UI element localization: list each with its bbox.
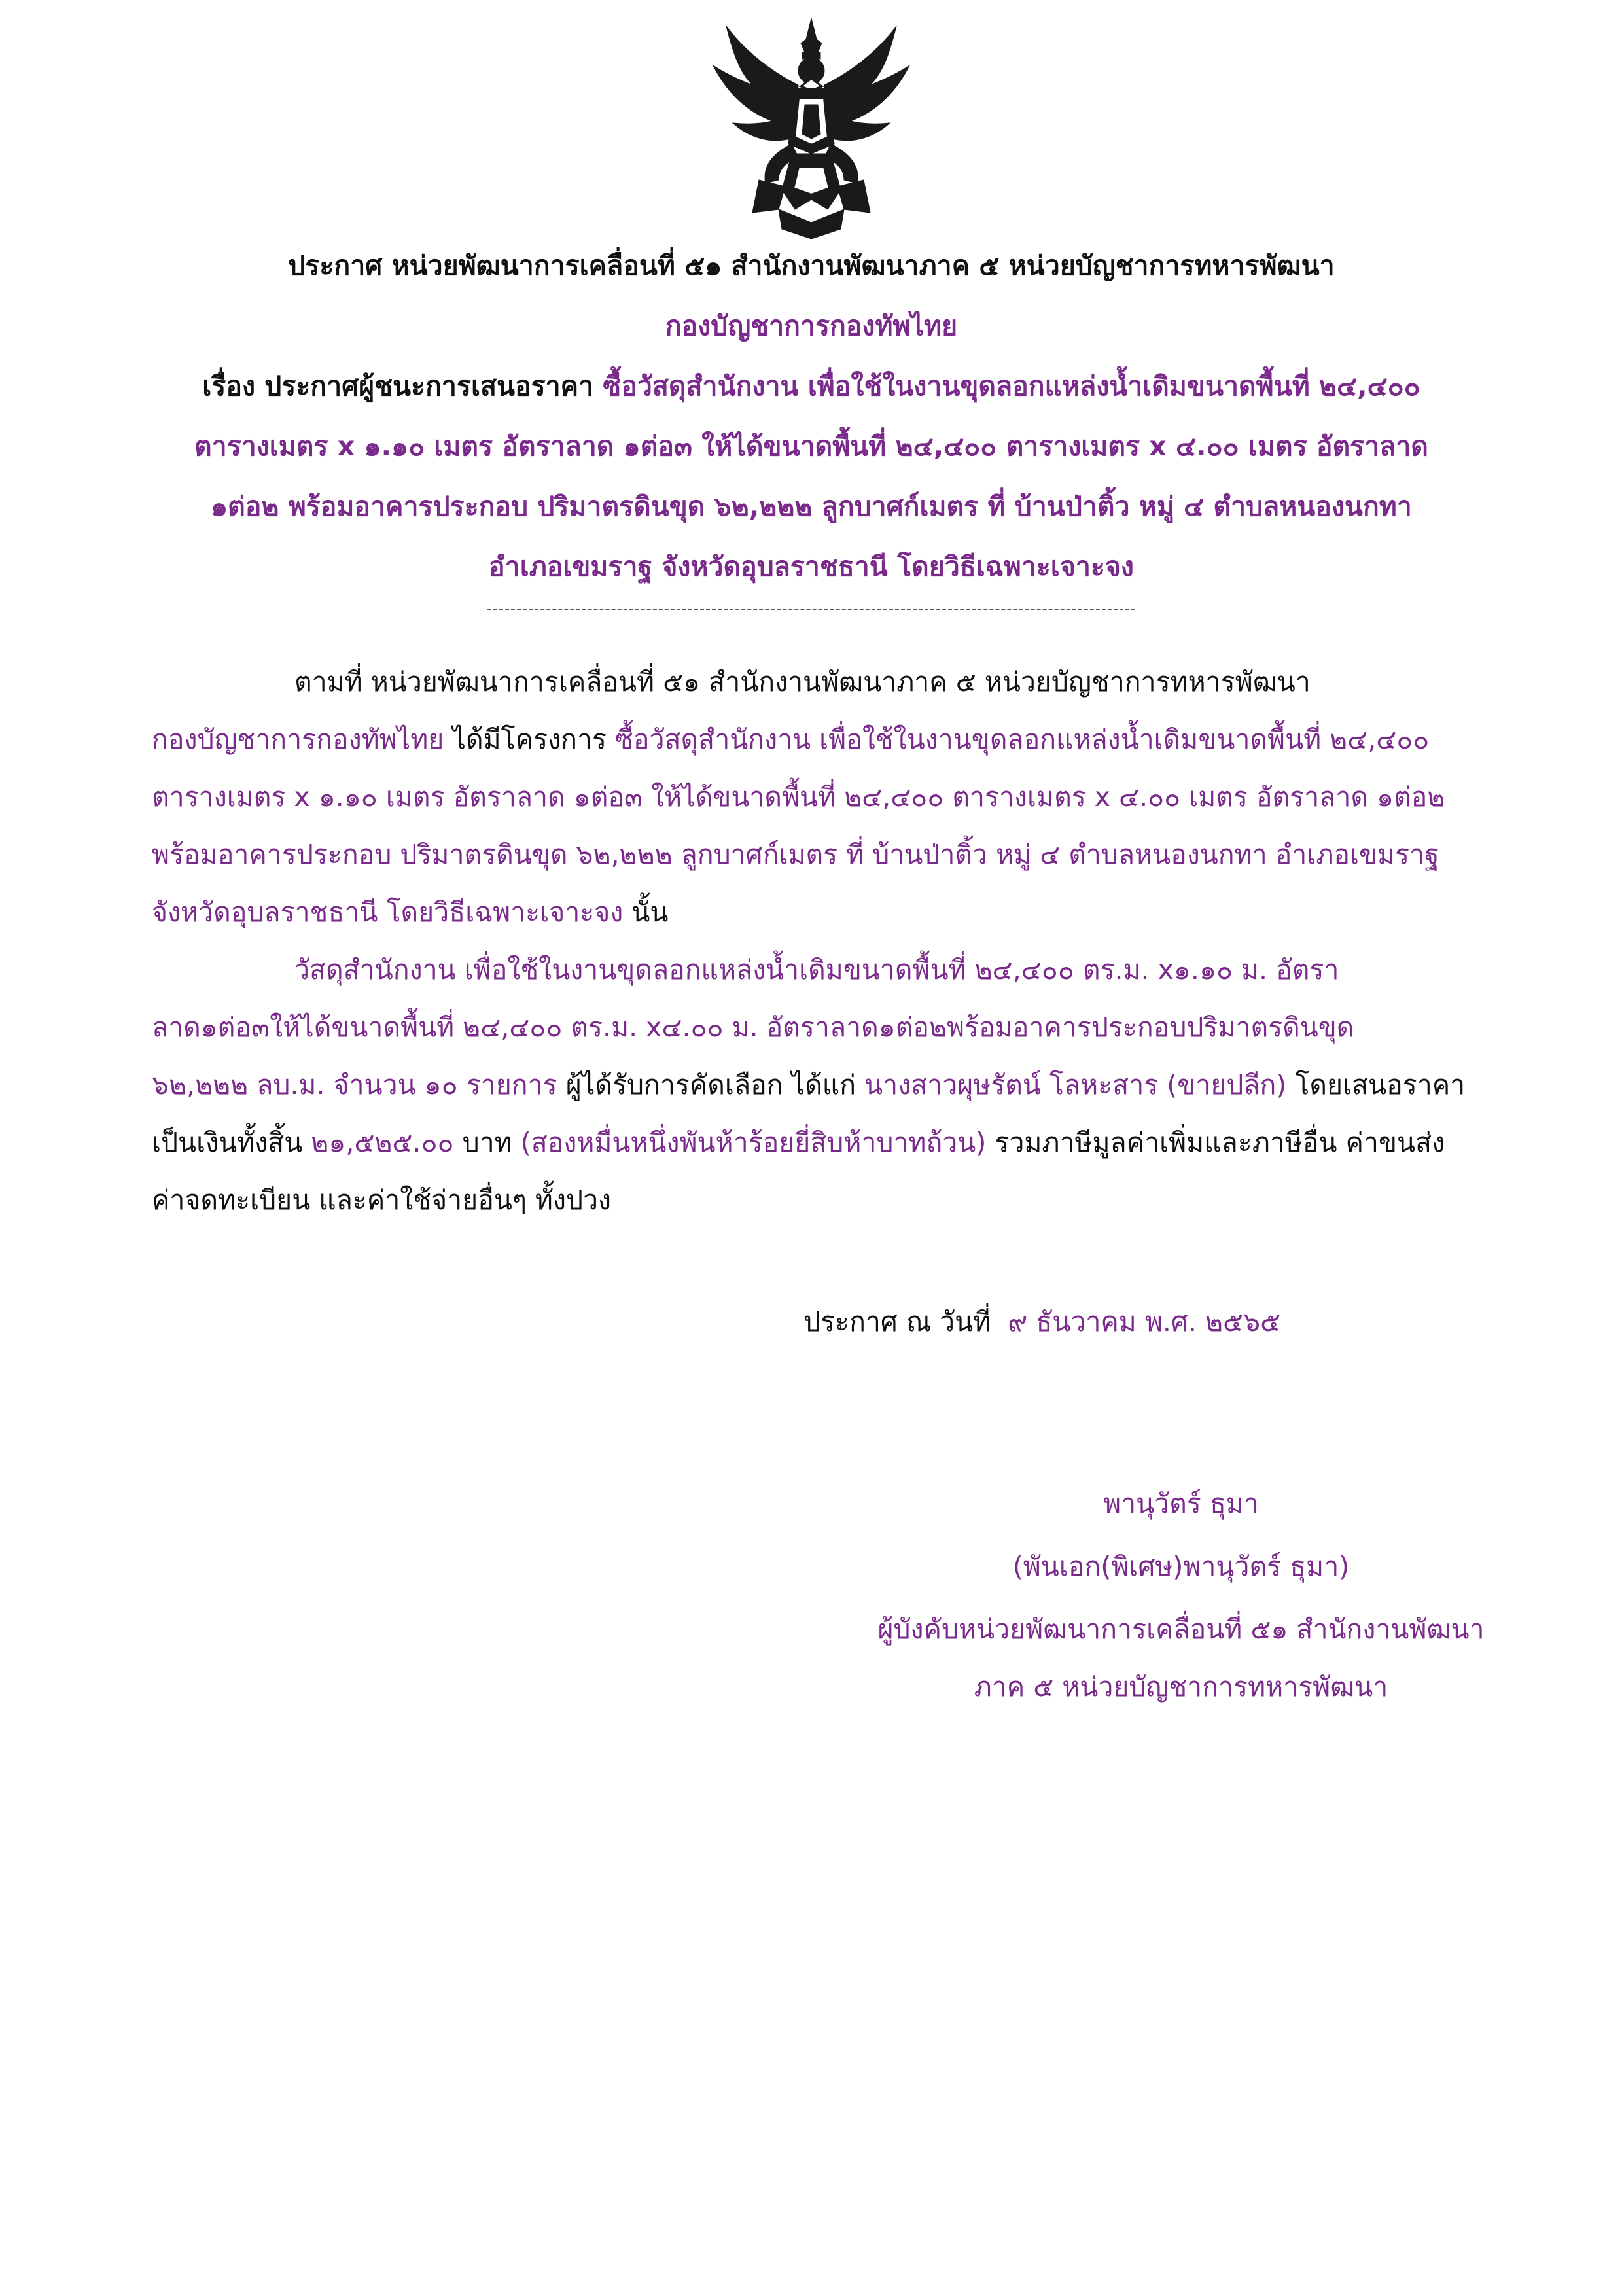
paragraph-1-line-1: ตามที่ หน่วยพัฒนาการเคลื่อนที่ ๕๑ สำนักงานพัฒนาภาค ๕ หน่วยบัญชาการทหารพัฒนา <box>294 666 1311 698</box>
paragraph-2-line-1: วัสดุสำนักงาน เพื่อใช้ในงานขุดลอกแหล่งน้ำเดิมขนาดพื้นที่ ๒๔,๔๐๐ ตร.ม. x๑.๑๐ ม. อัตรา <box>294 954 1339 985</box>
announcement-date <box>803 1306 1280 1337</box>
subject-line-2: ตารางเมตร x ๑.๑๐ เมตร อัตราลาด ๑ต่อ๓ ให้ได้ขนาดพื้นที่ ๒๔,๔๐๐ ตารางเมตร x ๔.๐๐ เมตร อัตราลาด <box>194 431 1428 462</box>
subject-line-1 <box>118 370 1505 402</box>
paragraph-1-line-5 <box>152 896 668 928</box>
paragraph-2-line-3 <box>152 1069 1465 1101</box>
winner-name: นางสาวผุษรัตน์ โลหะสาร (ขายปลีก) <box>864 1069 1287 1101</box>
separator-line <box>487 609 1135 610</box>
total-label: เป็นเงินทั้งสิ้น <box>152 1127 311 1158</box>
winner-intro: ผู้ได้รับการคัดเลือก ได้แก่ <box>557 1069 865 1101</box>
signature-name: พานุวัตร์ ธุมา <box>1103 1488 1259 1519</box>
project-intro: ได้มีโครงการ <box>444 724 616 755</box>
paragraph-2-line-2: ลาด๑ต่อ๓ให้ได้ขนาดพื้นที่ ๒๔,๔๐๐ ตร.ม. x๔.๐๐ ม. อัตราลาด๑ต่อ๒พร้อมอาคารประกอบปริมาตรดินขุด <box>152 1012 1354 1043</box>
paragraph-1-line-3: ตารางเมตร x ๑.๑๐ เมตร อัตราลาด ๑ต่อ๓ ให้ได้ขนาดพื้นที่ ๒๔,๔๐๐ ตารางเมตร x ๔.๐๐ เมตร อัตราลาด ๑ต่อ๒ <box>152 781 1445 813</box>
date-value: ๙ ธันวาคม พ.ศ. ๒๕๖๕ <box>1008 1306 1281 1337</box>
amount-in-words: (สองหมื่นหนึ่งพันห้าร้อยยี่สิบห้าบาทถ้วน) <box>520 1127 987 1158</box>
subject-line-4: อำเภอเขมราฐ จังหวัดอุบลราชธานี โดยวิธีเฉพาะเจาะจง <box>489 551 1134 582</box>
currency: บาท <box>453 1127 521 1158</box>
paragraph-1-line-2 <box>152 724 1429 755</box>
paragraph-2-line-5: ค่าจดทะเบียน และค่าใช้จ่ายอื่นๆ ทั้งปวง <box>152 1184 612 1216</box>
paragraph-2-line-4 <box>152 1127 1445 1158</box>
tax-note: รวมภาษีมูลค่าเพิ่มและภาษีอื่น ค่าขนส่ง <box>986 1127 1445 1158</box>
paragraph-1-line-4: พร้อมอาคารประกอบ ปริมาตรดินขุด ๖๒,๒๒๒ ลูกบาศก์เมตร ที่ บ้านป่าติ้ว หมู่ ๔ ตำบลหนองนกทา อำเภอเขมราฐ <box>152 839 1439 870</box>
project-name-end: จังหวัดอุบลราชธานี โดยวิธีเฉพาะเจาะจง <box>152 896 624 928</box>
subject-prefix: เรื่อง ประกาศผู้ชนะการเสนอราคา <box>202 370 603 402</box>
signature-title-2: ภาค ๕ หน่วยบัญชาการทหารพัฒนา <box>974 1671 1388 1703</box>
header-line-2: กองบัญชาการกองทัพไทย <box>665 310 958 342</box>
date-label: ประกาศ ณ วันที่ <box>803 1306 991 1337</box>
total-amount: ๒๑,๕๒๕.๐๐ <box>311 1127 454 1158</box>
org-name: กองบัญชาการกองทัพไทย <box>152 724 444 755</box>
subject-text-1: ซื้อวัสดุสำนักงาน เพื่อใช้ในงานขุดลอกแหล่งน้ำเดิมขนาดพื้นที่ ๒๔,๔๐๐ <box>603 370 1420 402</box>
signature-title-1: ผู้บังคับหน่วยพัฒนาการเคลื่อนที่ ๕๑ สำนักงานพัฒนา <box>877 1614 1485 1645</box>
garuda-emblem-icon <box>700 13 923 242</box>
project-name-start: ซื้อวัสดุสำนักงาน เพื่อใช้ในงานขุดลอกแหล่งน้ำเดิมขนาดพื้นที่ ๒๔,๔๐๐ <box>615 724 1430 755</box>
signature-full-name: (พันเอก(พิเศษ)พานุวัตร์ ธุมา) <box>1012 1551 1350 1582</box>
paragraph-1-end: นั้น <box>623 896 669 928</box>
item-quantity: ๖๒,๒๒๒ ลบ.ม. จำนวน ๑๐ รายการ <box>152 1069 557 1101</box>
bid-intro: โดยเสนอราคา <box>1286 1069 1466 1101</box>
subject-line-3: ๑ต่อ๒ พร้อมอาคารประกอบ ปริมาตรดินขุด ๖๒,๒๒๒ ลูกบาศก์เมตร ที่ บ้านป่าติ้ว หมู่ ๔ ตำบลหนองนกทา <box>211 491 1412 522</box>
header-line-1: ประกาศ หน่วยพัฒนาการเคลื่อนที่ ๕๑ สำนักงานพัฒนาภาค ๕ หน่วยบัญชาการทหารพัฒนา <box>288 250 1335 281</box>
